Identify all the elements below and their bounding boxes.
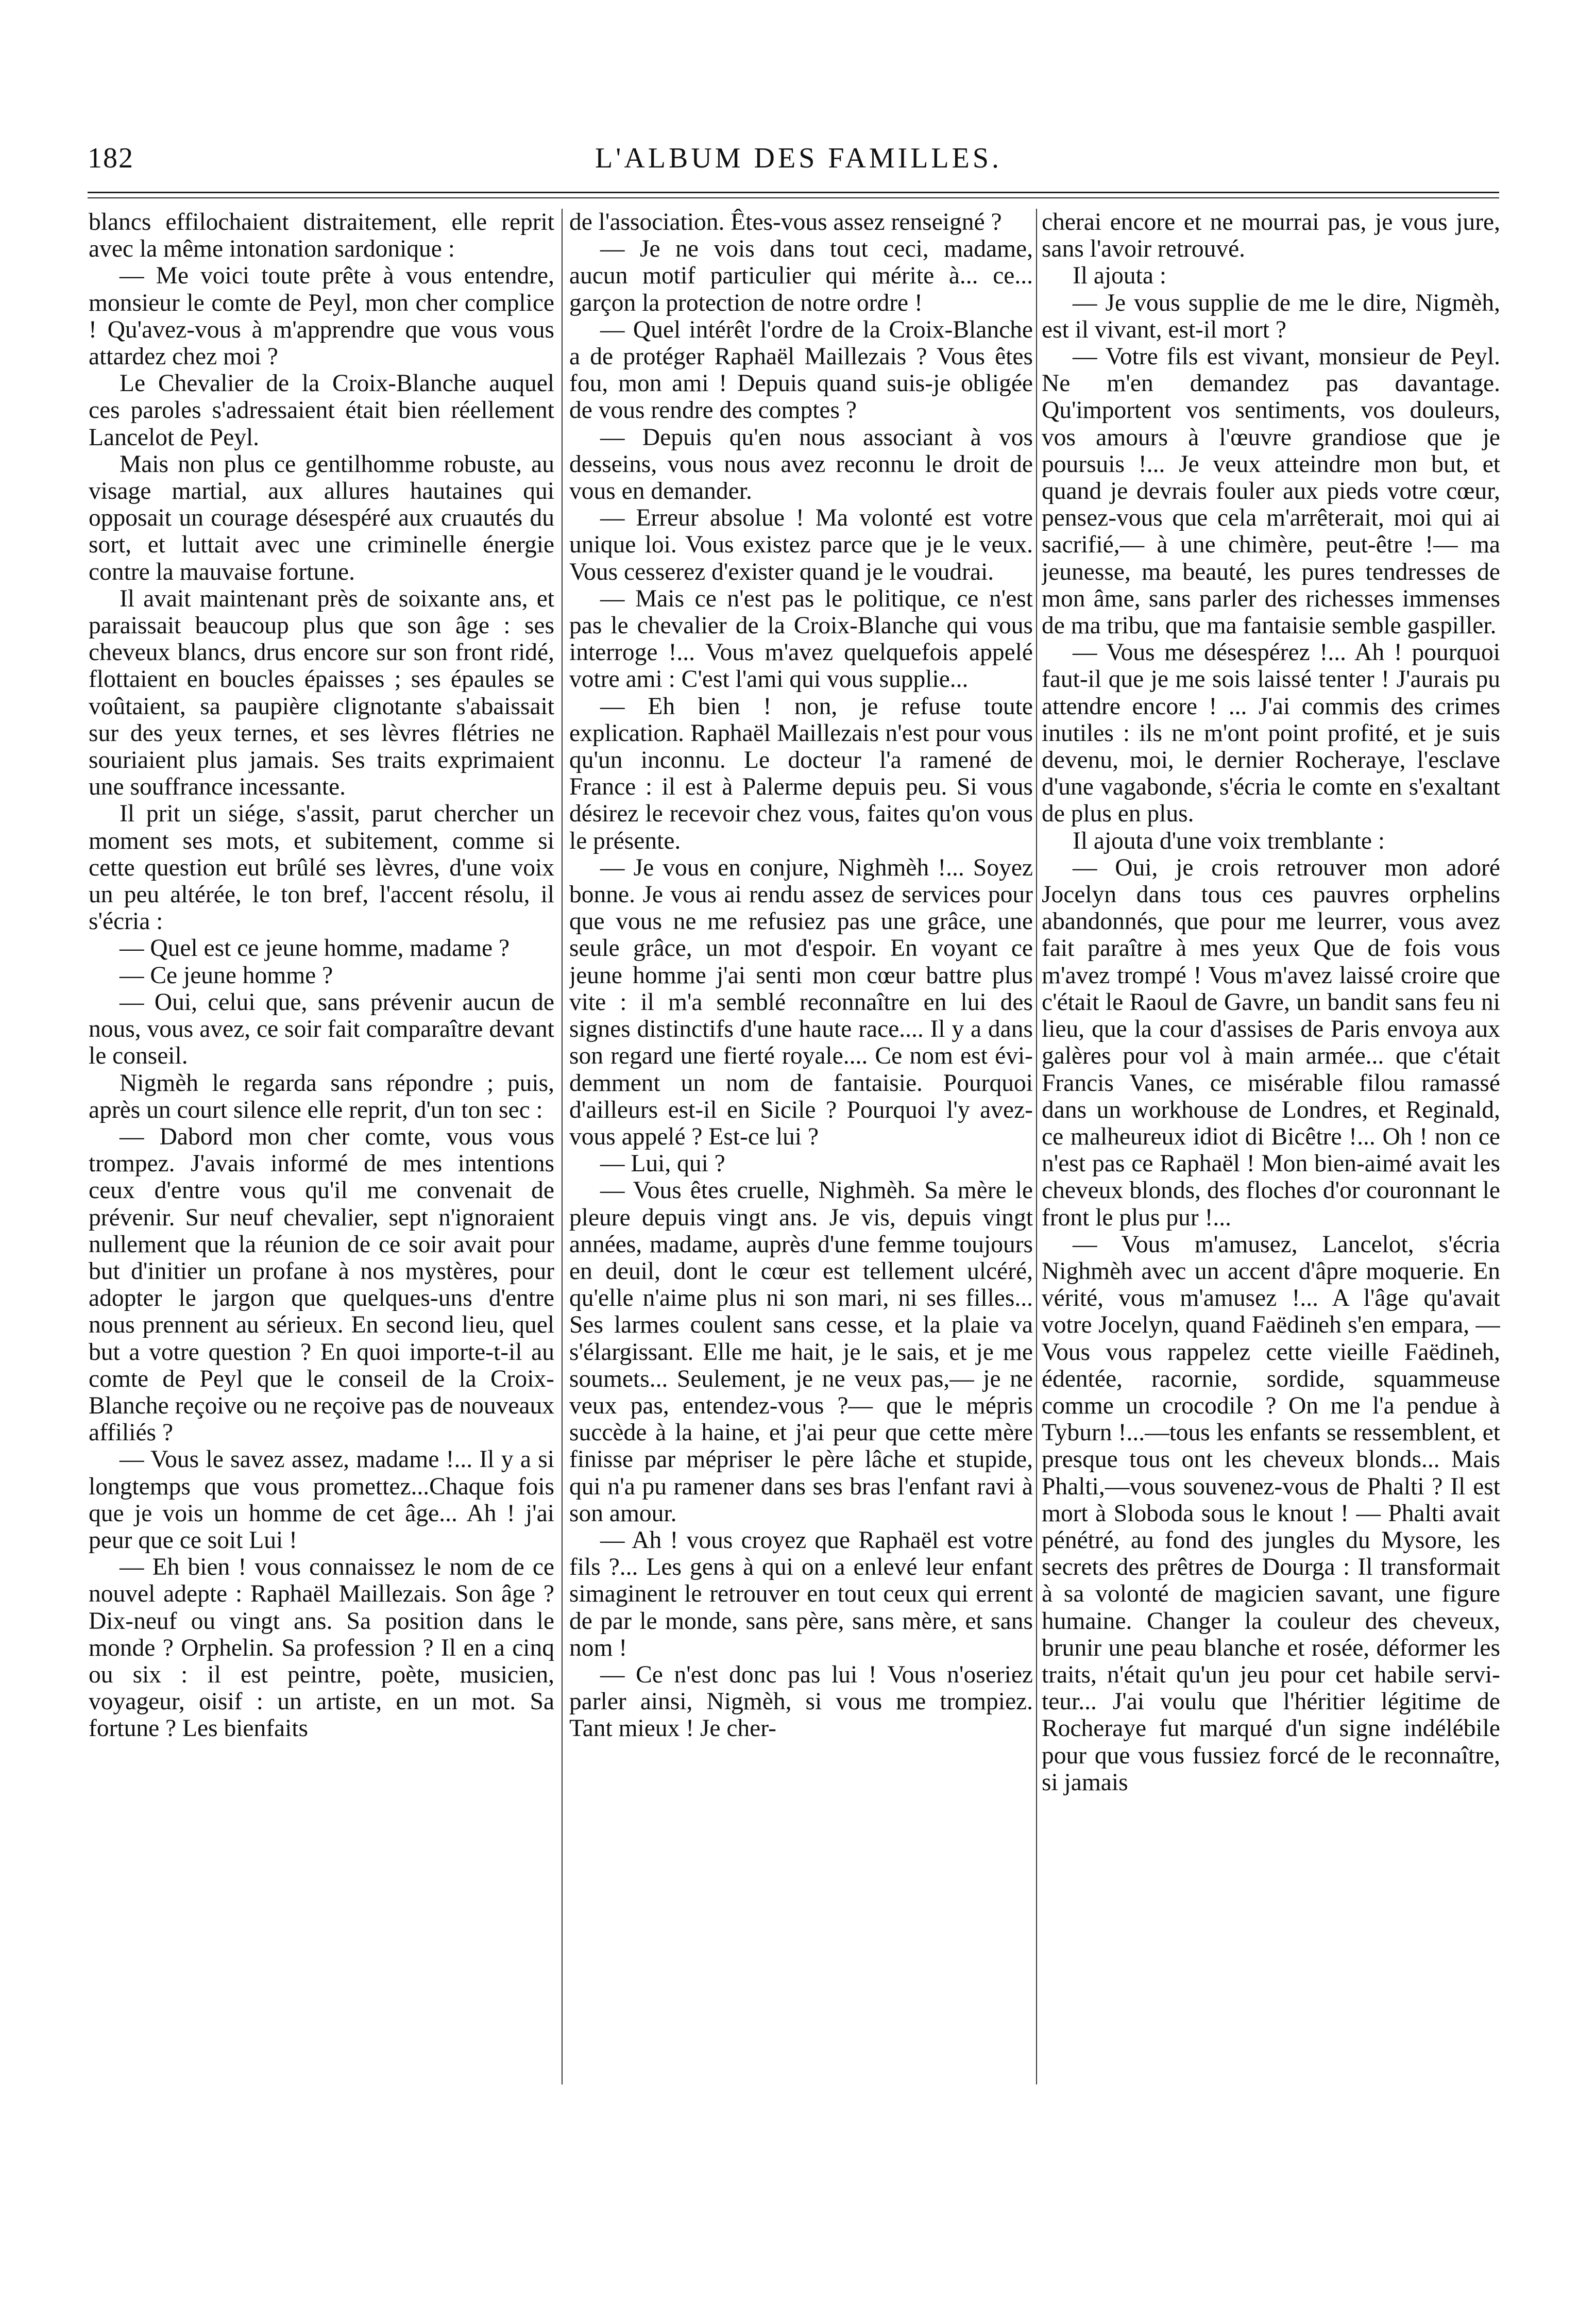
paragraph: Nigmèh le regarda sans répondre ; puis, après un court silence elle reprit, d'un ton sec : — [89, 1069, 554, 1123]
page-number: 182 — [88, 142, 134, 174]
paragraph: blancs effilochaient distraitement, elle reprit avec la même intonation sardonique : — [89, 209, 554, 263]
paragraph: — Vous me désespérez !... Ah ! pourquoi faut-il que je me sois laissé tenter ! J'aurais pu attendre encore ! ... J'ai commis des crimes inutiles : ils ne m'ont point profité, et je suis devenu, moi, le dernier Rocheraye, l'esclave d'une vagabonde, s'écria le comte en s'exaltant de plus en plus. — [1042, 639, 1500, 828]
paragraph: Le Chevalier de la Croix-Blanche auquel ces paroles s'adressaient était bien réellement Lancelot de Peyl. — [89, 370, 554, 451]
text-column-2 — [569, 209, 1033, 2095]
page-header — [88, 142, 1509, 183]
paragraph: — Je vous supplie de me le dire, Nigmèh, est il vivant, est-il mort ? — [1042, 289, 1500, 343]
paragraph: de l'association. Êtes-vous assez renseigné ? — [569, 209, 1002, 235]
running-title: L'ALBUM DES FAMILLES. — [595, 142, 1002, 174]
paragraph: Il avait maintenant près de soixante ans, et paraissait beaucoup plus que son âge : ses cheveux blancs, drus encore sur son front ridé, flottaient en boucles épaisses ; ses épaules se voûtaient, sa paupière clignotante s'abaissait sur des yeux ternes, et ses lèvres flétries ne souriaient plus jamais. Ses traits exprimaient une souffrance incessante. — [89, 585, 554, 801]
paragraph: — Ce jeune homme ? — [120, 962, 333, 989]
paragraph: — Lui, qui ? — [600, 1150, 725, 1177]
header-rule — [88, 192, 1499, 193]
paragraph: — Oui, je crois retrouver mon adoré Jocelyn dans tous ces pauvres orphelins abandonnés, que pour me leurrer, vous avez fait paraître à mes yeux Que de fois vous m'avez trompé ! Vous m'avez laissé croire que c'était le Raoul de Gavre, un bandit sans feu ni lieu, que la cour d'assises de Paris envoya aux galères pour vol à main armée... que c'était Francis Vanes, ce misérable filou ramassé dans un workhouse de Londres, et Reginald, ce malheureux idiot di Bicêtre !... Oh ! non ce n'est pas ce Raphaël ! Mon bien-aimé avait les cheveux blonds, des floches d'or couronnant le front le plus pur !... — [1042, 854, 1500, 1231]
paragraph: — Me voici toute prête à vous entendre, monsieur le comte de Peyl, mon cher complice ! Qu'avez-vous à m'apprendre que vous vous attardez chez moi ? — [89, 262, 554, 371]
paragraph: — Je vous en conjure, Nighmèh !... Soyez bonne. Je vous ai rendu assez de services pour que vous ne me refusiez pas une grâce, une seule grâce, un mot d'espoir. En voyant ce jeune homme j'ai senti mon cœur battre plus vite : il m'a semblé reconnaître en lui des signes distinctifs d'une haute race.... Il y a dans son regard une fierté royale.... Ce nom est évidemment un nom de fantaisie. Pourquoi d'ailleurs est-il en Sicile ? Pourquoi l'y avez-vous appelé ? Est-ce lui ? — [569, 854, 1033, 1150]
header-rule-thin — [88, 197, 1499, 198]
paragraph: — Quel intérêt l'ordre de la Croix-Blanche a de protéger Raphaël Maillezais ? Vous êtes fou, mon ami ! Depuis quand suis-je obligée de vous rendre des comptes ? — [569, 316, 1033, 424]
paragraph: — Vous m'amusez, Lancelot, s'écria Nighmèh avec un accent d'âpre moquerie. En vérité, vous m'amusez !... A l'âge qu'avait votre Jocelyn, quand Faëdineh s'en empara, — Vous vous rappelez cette vieille Faëdineh, édentée, racornie, sordide, squammeuse comme un crocodile ? On me l'a pendue à Tyburn !...—tous les enfants se ressemblent, et presque tous ont les cheveux blonds... Mais Phalti,—vous souvenez-vous de Phalti ? Il est mort à Sloboda sous le knout ! — Phalti avait pénétré, au fond des jungles du Mysore, les secrets des prêtres de Dourga : Il transformait à sa volonté de magicien savant, une figure humaine. Changer la couleur des cheveux, brunir une peau blanche et rosée, déformer les traits, n'était qu'un jeu pour cet habile serviteur... J'ai voulu que l'héritier légitime de Rocheraye fut marqué d'un signe indélébile pour que vous fussiez forcé de le reconnaître, si jamais — [1042, 1231, 1500, 1796]
column-divider — [562, 209, 563, 2084]
paragraph: cherai encore et ne mourrai pas, je vous jure, sans l'avoir retrouvé. — [1042, 209, 1500, 263]
paragraph: — Mais ce n'est pas le politique, ce n'est pas le chevalier de la Croix-Blanche qui vous interroge !... Vous m'avez quelquefois appelé votre ami : C'est l'ami qui vous supplie... — [569, 585, 1033, 693]
paragraph: — Je ne vois dans tout ceci, madame, aucun motif particulier qui mérite à... ce... garçon la protection de notre ordre ! — [569, 235, 1033, 316]
paragraph: Il ajouta : — [1073, 262, 1167, 290]
paragraph: Mais non plus ce gentilhomme robuste, au visage martial, aux allures hautaines qui opposait un courage désespéré aux cruautés du sort, et luttait avec une criminelle énergie contre la mauvaise fortune. — [89, 450, 554, 585]
paragraph: — Quel est ce jeune homme, madame ? — [120, 935, 510, 962]
paragraph: — Ce n'est donc pas lui ! Vous n'oseriez parler ainsi, Nigmèh, si vous me trompiez. Tant mieux ! Je cher- — [569, 1661, 1033, 1742]
paragraph: — Vous êtes cruelle, Nighmèh. Sa mère le pleure depuis vingt ans. Je vis, depuis vingt années, madame, auprès d'une femme toujours en deuil, dont le cœur est tellement ulcéré, qu'elle n'aime plus ni son mari, ni ses filles... Ses larmes coulent sans cesse, et la plaie va s'élargissant. Elle me hait, je le sais, et je me soumets... Seulement, je ne veux pas,— je ne veux pas, entendez-vous ?— que le mépris succède à la haine, et j'ai peur que cette mère finisse par mépriser le père lâche et stupide, qui n'a pu ramener dans ses bras l'enfant ravi à son amour. — [569, 1177, 1033, 1527]
paragraph: — Erreur absolue ! Ma volonté est votre unique loi. Vous existez parce que je le veux. Vous cesserez d'exister quand je le voudrai. — [569, 504, 1033, 585]
paragraph: — Eh bien ! vous connaissez le nom de ce nouvel adepte : Raphaël Maillezais. Son âge ? Dix-neuf ou vingt ans. Sa position dans le monde ? Orphelin. Sa profession ? Il en a cinq ou six : il est peintre, poète, musicien, voyageur, oisif : un artiste, en un mot. Sa fortune ? Les bienfaits — [89, 1554, 554, 1742]
paragraph: — Ah ! vous croyez que Raphaël est votre fils ?... Les gens à qui on a enlevé leur enfant simaginent le retrouver en tout ceux qui errent de par le monde, sans père, sans mère, et sans nom ! — [569, 1526, 1033, 1661]
paragraph: — Vous le savez assez, madame !... Il y a si longtemps que vous promettez...Chaque fois que je vois un homme de cet âge... Ah ! j'ai peur que ce soit Lui ! — [89, 1446, 554, 1554]
text-column-1 — [89, 209, 554, 2095]
text-column-3 — [1042, 209, 1500, 2095]
paragraph: — Eh bien ! non, je refuse toute explication. Raphaël Maillezais n'est pour vous qu'un inconnu. Le docteur l'a ramené de France : il est à Palerme depuis peu. Si vous désirez le recevoir chez vous, faites qu'on vous le présente. — [569, 693, 1033, 854]
paragraph: — Dabord mon cher comte, vous vous trompez. J'avais informé de mes intentions ceux d'entre vous qu'il me convenait de prévenir. Sur neuf chevalier, sept n'ignoraient nullement que la réunion de ce soir avait pour but d'initier un profane à nos mystères, pour adopter le jargon que quelques-uns d'entre nous prennent au sérieux. En second lieu, quel but a votre question ? En quoi importe-t-il au comte de Peyl que le conseil de la Croix-Blanche reçoive ou ne reçoive pas de nouveaux affiliés ? — [89, 1123, 554, 1446]
column-divider — [1036, 209, 1037, 2084]
paragraph: — Depuis qu'en nous associant à vos desseins, vous nous avez reconnu le droit de vous en demander. — [569, 424, 1033, 505]
paragraph: — Votre fils est vivant, monsieur de Peyl. Ne m'en demandez pas davantage. Qu'importent vos sentiments, vos douleurs, vos amours à l'œuvre grandiose que je poursuis !... Je veux atteindre mon but, et quand je devrais fouler aux pieds votre cœur, pensez-vous que cela m'arrêterait, moi qui ai sacrifié,— à une chimère, peut-être !— ma jeunesse, ma beauté, les pures tendresses de mon âme, sans parler des richesses immenses de ma tribu, que ma fantaisie semble gaspiller. — [1042, 343, 1500, 640]
paragraph: Il ajouta d'une voix tremblante : — [1073, 827, 1385, 854]
paragraph: — Oui, celui que, sans prévenir aucun de nous, vous avez, ce soir fait comparaître devant le conseil. — [89, 988, 554, 1070]
paragraph: Il prit un siége, s'assit, parut chercher un moment ses mots, et subitement, comme si cette question eut brûlé ses lèvres, d'une voix un peu altérée, le ton bref, l'accent résolu, il s'écria : — [89, 800, 554, 935]
